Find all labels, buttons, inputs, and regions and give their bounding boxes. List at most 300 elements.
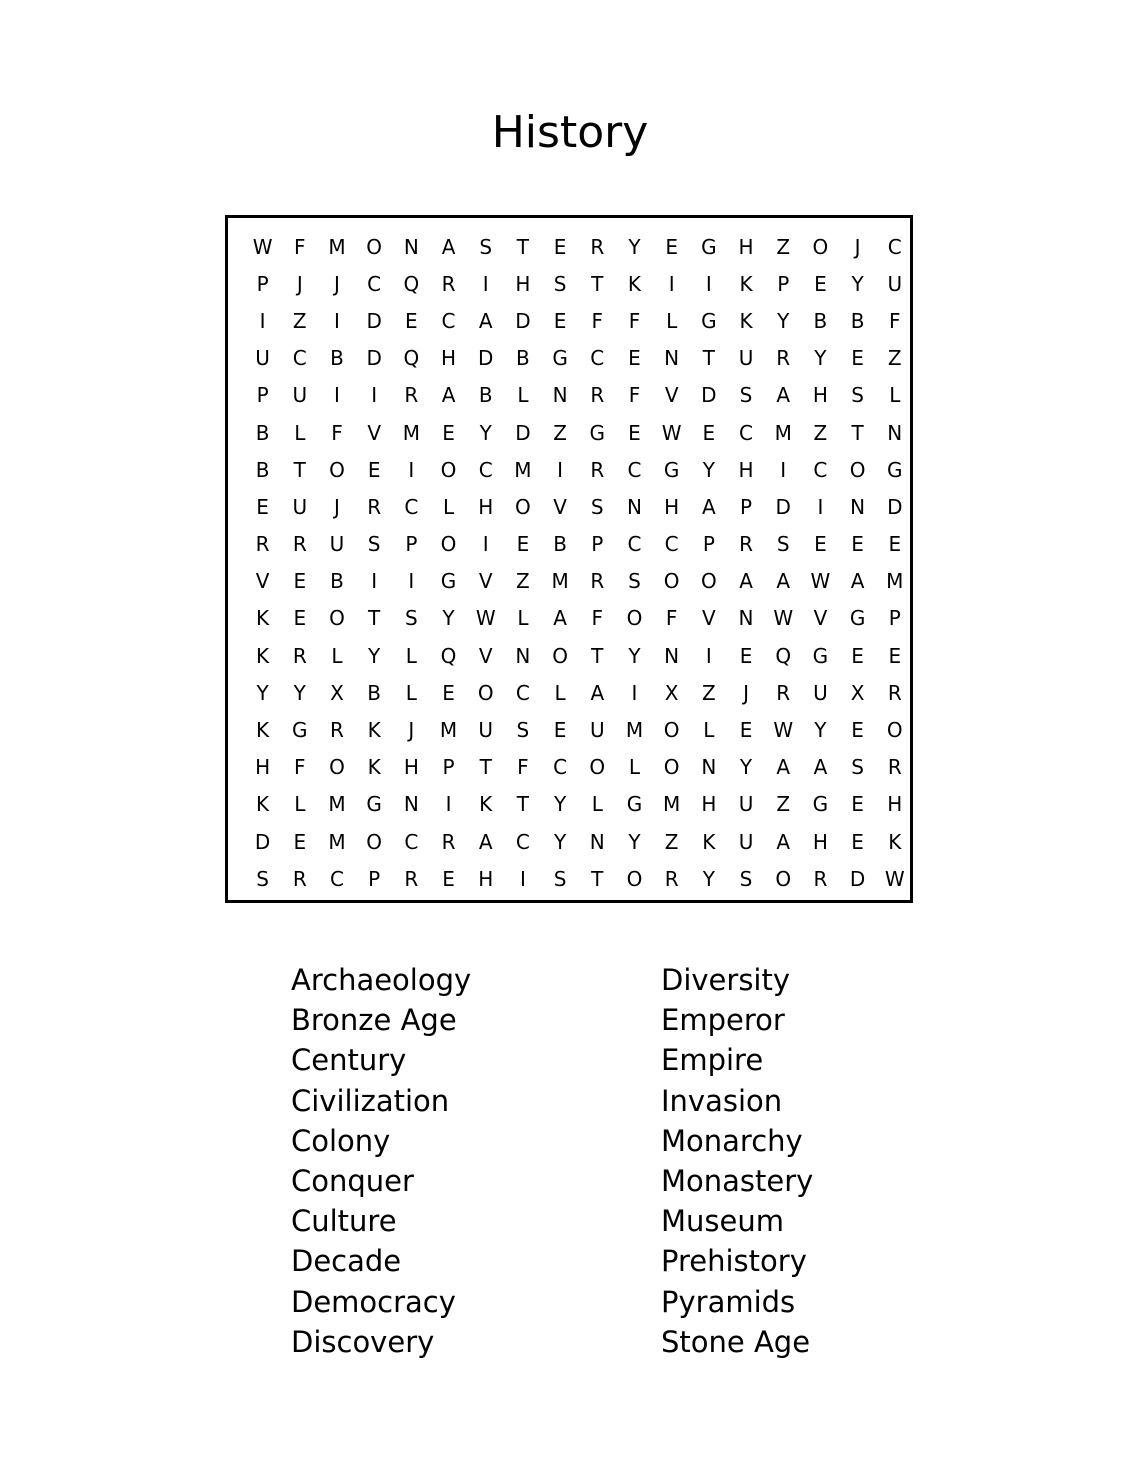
grid-letter: F bbox=[628, 308, 641, 333]
grid-letter: B bbox=[330, 569, 344, 594]
grid-letter: N bbox=[738, 606, 754, 631]
grid-letter: D bbox=[515, 420, 531, 445]
grid-letter: S bbox=[516, 718, 530, 743]
grid-letter: R bbox=[590, 457, 605, 482]
grid-letter: E bbox=[553, 718, 567, 743]
grid-letter: H bbox=[812, 829, 828, 854]
grid-letter: I bbox=[408, 457, 415, 482]
grid-letter: I bbox=[445, 792, 452, 817]
word-list-item: Discovery bbox=[291, 1324, 435, 1359]
grid-letter: M bbox=[625, 718, 644, 743]
grid-letter: G bbox=[552, 346, 568, 371]
grid-letter: R bbox=[404, 383, 419, 408]
grid-letter: C bbox=[515, 680, 530, 705]
grid-letter: K bbox=[739, 308, 753, 333]
grid-letter: S bbox=[553, 866, 567, 891]
grid-letter: H bbox=[887, 792, 903, 817]
grid-row bbox=[244, 823, 913, 860]
grid-letter: F bbox=[628, 383, 641, 408]
grid-letter: O bbox=[775, 866, 792, 891]
grid-letter: E bbox=[851, 718, 864, 743]
grid-letter: R bbox=[887, 755, 902, 780]
grid-letter: Z bbox=[813, 420, 828, 445]
grid-letter: R bbox=[590, 234, 605, 259]
grid-letter: V bbox=[813, 606, 828, 631]
grid-letter: G bbox=[812, 792, 829, 817]
grid-letter: Y bbox=[814, 718, 827, 743]
grid-letter: E bbox=[628, 346, 641, 371]
grid-letter: C bbox=[292, 346, 307, 371]
grid-letter: Y bbox=[553, 829, 567, 854]
grid-letter: J bbox=[334, 494, 340, 519]
word-list-item: Culture bbox=[291, 1204, 397, 1239]
grid-letter: G bbox=[812, 643, 829, 668]
grid-letter: H bbox=[701, 792, 717, 817]
grid-letter: M bbox=[774, 420, 792, 445]
word-list-item: Archaeology bbox=[291, 963, 472, 997]
grid-letter: H bbox=[441, 346, 457, 371]
grid-letter: U bbox=[738, 346, 754, 371]
grid-letter: V bbox=[664, 383, 679, 408]
grid-letter: O bbox=[366, 829, 383, 854]
grid-letter: M bbox=[328, 829, 346, 854]
word-list-item: Conquer bbox=[291, 1164, 414, 1199]
grid-row bbox=[244, 749, 913, 786]
grid-letter: N bbox=[850, 494, 866, 519]
grid-letter: E bbox=[442, 866, 455, 891]
grid-letter: K bbox=[888, 829, 902, 854]
grid-letter: C bbox=[553, 755, 568, 780]
grid-letter: Y bbox=[814, 346, 827, 371]
grid-letter: R bbox=[292, 643, 307, 668]
grid-letter: V bbox=[478, 569, 493, 594]
grid-letter: C bbox=[887, 234, 902, 259]
grid-letter: U bbox=[292, 494, 308, 519]
word-list-item: Museum bbox=[661, 1204, 784, 1239]
grid-letter: B bbox=[553, 532, 567, 557]
grid-letter: N bbox=[887, 420, 903, 445]
grid-letter: T bbox=[368, 606, 381, 631]
grid-letter: K bbox=[367, 718, 381, 743]
grid-letter: U bbox=[329, 532, 345, 557]
grid-letter: E bbox=[442, 420, 455, 445]
grid-letter: K bbox=[702, 829, 716, 854]
grid-letter: F bbox=[591, 606, 604, 631]
grid-letter: Y bbox=[777, 308, 790, 333]
grid-letter: J bbox=[854, 234, 861, 259]
grid-letter: Y bbox=[256, 680, 269, 705]
grid-letter: E bbox=[665, 234, 678, 259]
grid-letter: I bbox=[482, 532, 489, 557]
grid-letter: R bbox=[404, 866, 419, 891]
grid-letter: H bbox=[478, 494, 494, 519]
grid-letter: E bbox=[888, 532, 902, 557]
grid-letter: K bbox=[367, 755, 381, 780]
grid-letter: T bbox=[591, 271, 604, 296]
grid-letter: G bbox=[366, 792, 382, 817]
grid-letter: O bbox=[663, 718, 680, 743]
grid-letter: S bbox=[367, 532, 381, 557]
grid-letter: E bbox=[702, 420, 716, 445]
grid-letter: O bbox=[366, 234, 383, 259]
grid-row bbox=[244, 488, 913, 525]
grid-letter: G bbox=[589, 420, 606, 445]
grid-letter: N bbox=[552, 383, 568, 408]
grid-letter: O bbox=[329, 606, 345, 631]
grid-letter: C bbox=[404, 494, 419, 519]
grid-letter: O bbox=[329, 755, 345, 780]
grid-letter: E bbox=[851, 792, 864, 817]
grid-letter: O bbox=[700, 569, 717, 594]
grid-letter: U bbox=[292, 383, 308, 408]
grid-letter: O bbox=[626, 606, 643, 631]
grid-letter: M bbox=[886, 569, 904, 594]
grid-letter: U bbox=[255, 346, 270, 371]
grid-letter: A bbox=[441, 234, 456, 259]
grid-letter: Z bbox=[292, 308, 307, 333]
grid-letter: P bbox=[740, 494, 753, 519]
grid-letter: J bbox=[408, 718, 415, 743]
grid-letter: Y bbox=[479, 420, 492, 445]
grid-letter: C bbox=[367, 271, 382, 296]
grid-letter: G bbox=[849, 606, 866, 631]
grid-letter: I bbox=[817, 494, 824, 519]
grid-letter: C bbox=[441, 308, 456, 333]
grid-letter: R bbox=[664, 866, 679, 891]
grid-letter: R bbox=[590, 569, 605, 594]
grid-letter: M bbox=[402, 420, 420, 445]
grid-letter: E bbox=[739, 643, 753, 668]
grid-letter: G bbox=[663, 457, 680, 482]
grid-letter: Y bbox=[628, 643, 641, 668]
grid-letter: R bbox=[255, 532, 270, 557]
grid-letter: V bbox=[702, 606, 716, 631]
grid-letter: I bbox=[334, 383, 340, 408]
grid-letter: P bbox=[442, 755, 455, 780]
grid-letter: O bbox=[329, 457, 345, 482]
grid-letter: R bbox=[739, 532, 753, 557]
grid-letter: N bbox=[403, 234, 419, 259]
grid-letter: B bbox=[367, 680, 382, 705]
grid-letter: A bbox=[776, 383, 791, 408]
grid-letter: T bbox=[591, 866, 604, 891]
grid-letter: G bbox=[626, 792, 643, 817]
grid-letter: E bbox=[293, 606, 307, 631]
grid-letter: B bbox=[255, 420, 270, 445]
word-list-item: Democracy bbox=[291, 1284, 456, 1319]
grid-letter: C bbox=[515, 829, 530, 854]
grid-letter: M bbox=[514, 457, 532, 482]
grid-letter: A bbox=[590, 680, 605, 705]
grid-letter: D bbox=[887, 494, 903, 519]
grid-letter: A bbox=[478, 308, 493, 333]
grid-letter: O bbox=[515, 494, 531, 519]
grid-letter: R bbox=[292, 866, 307, 891]
grid-letter: W bbox=[810, 569, 831, 594]
grid-letter: S bbox=[256, 866, 269, 891]
grid-letter: C bbox=[404, 829, 419, 854]
grid-letter: T bbox=[293, 457, 306, 482]
grid-letter: I bbox=[371, 569, 378, 594]
grid-letter: F bbox=[665, 606, 678, 631]
grid-letter: S bbox=[739, 383, 753, 408]
grid-letter: C bbox=[329, 866, 344, 891]
grid-letter: U bbox=[589, 718, 605, 743]
grid-letter: Q bbox=[440, 643, 457, 668]
grid-letter: N bbox=[403, 792, 419, 817]
grid-letter: D bbox=[366, 346, 382, 371]
grid-letter: P bbox=[591, 532, 604, 557]
grid-letter: U bbox=[738, 792, 754, 817]
grid-letter: E bbox=[851, 346, 864, 371]
grid-row bbox=[244, 563, 913, 600]
grid-letter: A bbox=[478, 829, 493, 854]
grid-letter: Y bbox=[293, 680, 306, 705]
grid-letter: S bbox=[553, 271, 567, 296]
grid-letter: I bbox=[631, 680, 638, 705]
grid-letter: Y bbox=[702, 457, 715, 482]
grid-letter: E bbox=[516, 532, 530, 557]
grid-letter: E bbox=[888, 643, 902, 668]
grid-letter: U bbox=[813, 680, 828, 705]
grid-letter: T bbox=[591, 643, 604, 668]
grid-letter: L bbox=[889, 383, 901, 408]
grid-letter: Y bbox=[702, 866, 715, 891]
grid-letter: K bbox=[256, 606, 270, 631]
grid-letter: Y bbox=[739, 755, 753, 780]
grid-letter: H bbox=[738, 234, 754, 259]
grid-letter: L bbox=[294, 420, 306, 445]
grid-letter: I bbox=[557, 457, 564, 482]
grid-letter: G bbox=[701, 234, 717, 259]
grid-letter: L bbox=[517, 606, 529, 631]
word-list-item: Monarchy bbox=[661, 1123, 803, 1158]
grid-letter: V bbox=[478, 643, 493, 668]
grid-letter: B bbox=[516, 346, 530, 371]
grid-letter: X bbox=[664, 680, 679, 705]
grid-letter: W bbox=[475, 606, 496, 631]
grid-letter: L bbox=[666, 308, 678, 333]
grid-letter: W bbox=[661, 420, 682, 445]
grid-letter: O bbox=[812, 234, 829, 259]
grid-letter: I bbox=[519, 866, 526, 891]
grid-letter: X bbox=[850, 680, 865, 705]
word-list-item: Stone Age bbox=[661, 1324, 811, 1359]
grid-letter: C bbox=[590, 346, 605, 371]
grid-letter: J bbox=[296, 271, 303, 296]
grid-letter: Y bbox=[628, 234, 641, 259]
grid-letter: S bbox=[628, 569, 641, 594]
grid-letter: O bbox=[440, 457, 457, 482]
grid-row bbox=[244, 302, 913, 339]
grid-letter: Z bbox=[701, 680, 716, 705]
grid-letter: C bbox=[813, 457, 828, 482]
grid-letter: K bbox=[627, 271, 642, 296]
grid-letter: A bbox=[441, 383, 456, 408]
grid-letter: R bbox=[441, 271, 456, 296]
grid-letter: B bbox=[478, 383, 493, 408]
grid-letter: I bbox=[334, 308, 340, 333]
word-list-item: Prehistory bbox=[661, 1244, 807, 1279]
word-list-item: Emperor bbox=[661, 1003, 785, 1038]
grid-letter: G bbox=[701, 308, 717, 333]
grid-letter: R bbox=[292, 532, 307, 557]
grid-letter: L bbox=[517, 383, 529, 408]
grid-letter: K bbox=[256, 643, 270, 668]
grid-letter: A bbox=[739, 569, 753, 594]
grid-letter: E bbox=[851, 829, 864, 854]
grid-letter: H bbox=[255, 755, 271, 780]
grid-letter: I bbox=[705, 271, 712, 296]
grid-letter: R bbox=[590, 383, 605, 408]
grid-letter: P bbox=[777, 271, 790, 296]
grid-letter: F bbox=[331, 420, 343, 445]
grid-letter: D bbox=[849, 866, 866, 891]
grid-letter: K bbox=[739, 271, 753, 296]
grid-letter: G bbox=[292, 718, 308, 743]
grid-letter: P bbox=[368, 866, 381, 891]
grid-letter: D bbox=[254, 829, 271, 854]
grid-letter: G bbox=[440, 569, 457, 594]
grid-letter: L bbox=[294, 792, 306, 817]
grid-letter: O bbox=[663, 569, 680, 594]
grid-letter: Q bbox=[403, 271, 420, 296]
grid-letter: W bbox=[773, 718, 794, 743]
grid-letter: L bbox=[591, 792, 603, 817]
grid-letter: R bbox=[813, 866, 828, 891]
grid-letter: A bbox=[776, 569, 791, 594]
grid-letter: W bbox=[884, 866, 905, 891]
grid-letter: C bbox=[627, 457, 642, 482]
grid-letter: P bbox=[256, 271, 269, 296]
grid-row bbox=[244, 377, 913, 414]
grid-letter: D bbox=[366, 308, 382, 333]
grid-letter: E bbox=[367, 457, 381, 482]
grid-letter: S bbox=[776, 532, 790, 557]
grid-letter: M bbox=[551, 569, 569, 594]
grid-letter: C bbox=[627, 532, 642, 557]
word-list-item: Century bbox=[291, 1043, 407, 1078]
grid-letter: E bbox=[553, 308, 567, 333]
grid-letter: O bbox=[626, 866, 643, 891]
grid-letter: P bbox=[256, 383, 269, 408]
grid-row bbox=[244, 228, 913, 265]
grid-letter: Z bbox=[887, 346, 902, 371]
grid-letter: R bbox=[441, 829, 456, 854]
grid-letter: O bbox=[440, 532, 457, 557]
grid-row bbox=[244, 860, 913, 897]
grid-letter: W bbox=[773, 606, 794, 631]
grid-letter: H bbox=[515, 271, 531, 296]
grid-letter: F bbox=[591, 308, 604, 333]
grid-letter: U bbox=[478, 718, 494, 743]
grid-letter: H bbox=[664, 494, 680, 519]
grid-letter: Z bbox=[516, 569, 530, 594]
grid-row bbox=[244, 451, 913, 488]
grid-letter: N bbox=[515, 643, 531, 668]
grid-letter: I bbox=[371, 383, 378, 408]
grid-letter: L bbox=[405, 680, 417, 705]
grid-letter: Z bbox=[776, 234, 791, 259]
grid-letter: I bbox=[408, 569, 415, 594]
grid-letter: E bbox=[256, 494, 269, 519]
grid-letter: U bbox=[738, 829, 754, 854]
grid-letter: J bbox=[334, 271, 340, 296]
grid-letter: F bbox=[294, 234, 306, 259]
grid-letter: W bbox=[252, 234, 273, 259]
grid-letter: D bbox=[701, 383, 717, 408]
grid-letter: C bbox=[739, 420, 754, 445]
grid-letter: E bbox=[293, 569, 307, 594]
word-list-item: Diversity bbox=[661, 963, 791, 997]
grid-letter: Q bbox=[403, 346, 420, 371]
grid-letter: T bbox=[702, 346, 715, 371]
grid-letter: E bbox=[628, 420, 641, 445]
grid-row bbox=[244, 674, 913, 711]
grid-letter: E bbox=[851, 532, 864, 557]
grid-letter: M bbox=[663, 792, 681, 817]
grid-letter: O bbox=[552, 643, 568, 668]
grid-letter: S bbox=[404, 606, 418, 631]
grid-letter: X bbox=[330, 680, 344, 705]
grid-letter: R bbox=[776, 346, 791, 371]
grid-letter: B bbox=[850, 308, 865, 333]
grid-letter: L bbox=[628, 755, 641, 780]
grid-row bbox=[244, 600, 913, 637]
grid-letter: L bbox=[405, 643, 417, 668]
word-list-item: Civilization bbox=[291, 1083, 450, 1118]
grid-letter: S bbox=[479, 234, 493, 259]
grid-letter: A bbox=[702, 494, 716, 519]
grid-letter: O bbox=[589, 755, 606, 780]
grid-letter: H bbox=[812, 383, 828, 408]
grid-letter: M bbox=[439, 718, 458, 743]
grid-letter: I bbox=[668, 271, 675, 296]
grid-letter: P bbox=[405, 532, 418, 557]
grid-letter: O bbox=[849, 457, 866, 482]
grid-letter: T bbox=[479, 755, 492, 780]
grid-row bbox=[244, 786, 913, 823]
grid-letter: V bbox=[553, 494, 567, 519]
grid-row bbox=[244, 414, 913, 451]
grid-letter: N bbox=[626, 494, 642, 519]
grid-letter: T bbox=[516, 792, 530, 817]
grid-letter: Y bbox=[368, 643, 381, 668]
grid-letter: L bbox=[554, 680, 566, 705]
grid-letter: P bbox=[702, 532, 715, 557]
letter-grid bbox=[244, 228, 913, 897]
grid-letter: S bbox=[590, 494, 604, 519]
word-list-left bbox=[291, 960, 471, 1362]
grid-letter: E bbox=[851, 643, 864, 668]
grid-row bbox=[244, 637, 913, 674]
grid-letter: E bbox=[442, 680, 455, 705]
grid-letter: N bbox=[589, 829, 605, 854]
grid-letter: E bbox=[739, 718, 753, 743]
grid-letter: S bbox=[739, 866, 753, 891]
grid-letter: Q bbox=[775, 643, 792, 668]
grid-letter: B bbox=[255, 457, 270, 482]
word-search-grid bbox=[225, 215, 913, 903]
word-list-item: Decade bbox=[291, 1244, 402, 1279]
grid-letter: A bbox=[776, 755, 791, 780]
grid-letter: Y bbox=[553, 792, 567, 817]
word-list-item: Monastery bbox=[661, 1164, 814, 1199]
grid-letter: D bbox=[775, 494, 791, 519]
grid-letter: B bbox=[813, 308, 828, 333]
grid-letter: R bbox=[776, 680, 791, 705]
grid-letter: Y bbox=[442, 606, 455, 631]
